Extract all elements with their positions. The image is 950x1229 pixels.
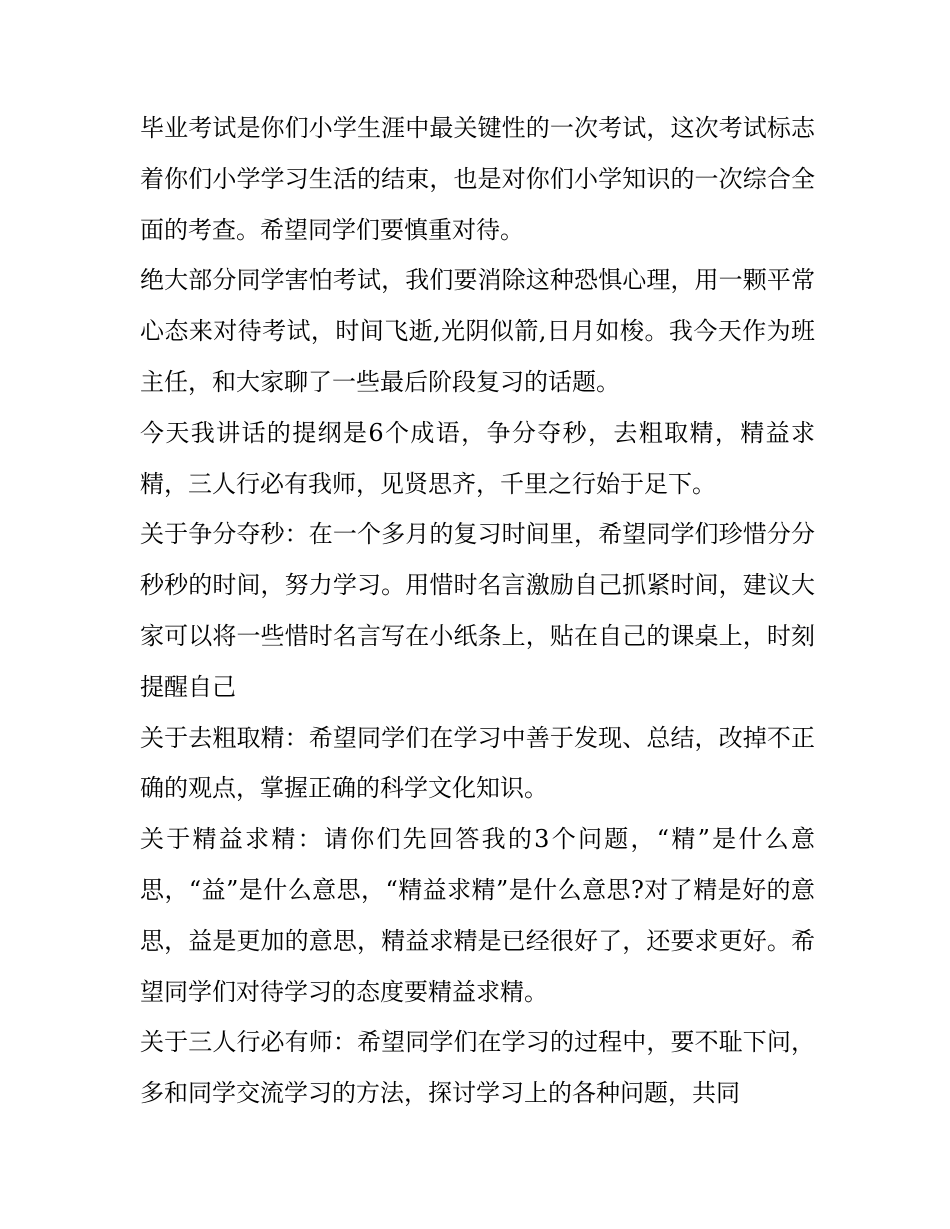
paragraph-7: 关于三人行必有师：希望同学们在学习的过程中，要不耻下问，多和同学交流学习的方法，探讨学习上的各种问题，共同 — [140, 1028, 815, 1108]
paragraph-3: 今天我讲话的提纲是6个成语，争分夺秒，去粗取精，精益求精，三人行必有我师，见贤思齐，千里之行始于足下。 — [140, 418, 815, 498]
paragraph-4: 关于争分夺秒：在一个多月的复习时间里，希望同学们珍惜分分秒秒的时间，努力学习。用惜时名言激励自己抓紧时间，建议大家可以将一些惜时名言写在小纸条上，贴在自己的课桌上，时刻提醒自己 — [140, 520, 815, 701]
paragraph-2: 绝大部分同学害怕考试，我们要消除这种恐惧心理，用一颗平常心态来对待考试，时间飞逝,光阴似箭,日月如梭。我今天作为班主任，和大家聊了一些最后阶段复习的话题。 — [140, 266, 815, 396]
paragraph-1: 毕业考试是你们小学生涯中最关键性的一次考试，这次考试标志着你们小学学习生活的结束，也是对你们小学知识的一次综合全面的考查。希望同学们要慎重对待。 — [140, 114, 815, 244]
document-body — [140, 103, 815, 1119]
paragraph-5: 关于去粗取精：希望同学们在学习中善于发现、总结，改掉不正确的观点，掌握正确的科学文化知识。 — [140, 723, 815, 803]
paragraph-6: 关于精益求精：请你们先回答我的3个问题，“精”是什么意思，“益”是什么意思，“精益求精”是什么意思?对了精是好的意思，益是更加的意思，精益求精是已经很好了，还要求更好。希望同学们对待学习的态度要精益求精。 — [140, 825, 815, 1006]
